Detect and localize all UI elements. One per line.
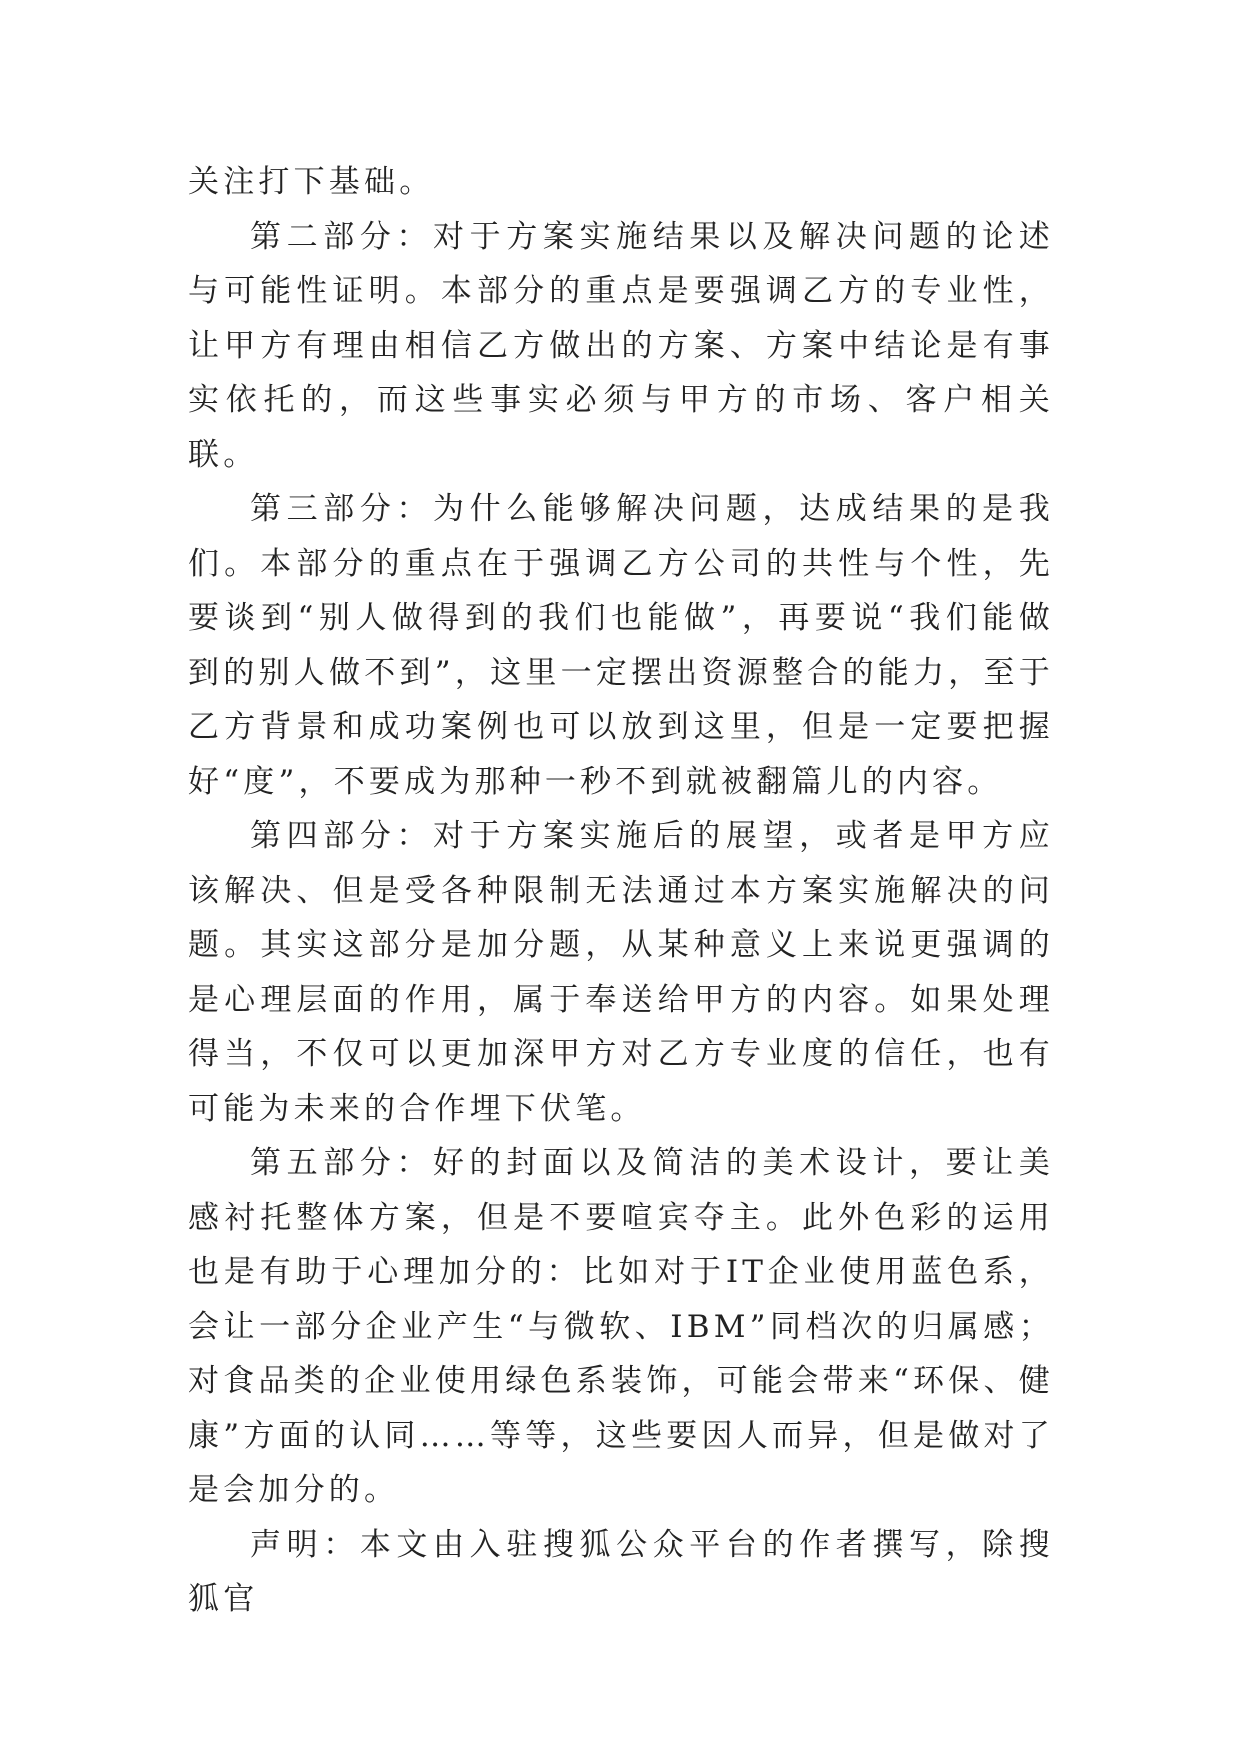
paragraph-part-four: 第四部分：对于方案实施后的展望，或者是甲方应该解决、但是受各种限制无法通过本方案实施解决的问题。其实这部分是加分题，从某种意义上来说更强调的是心理层面的作用，属于奉送给甲方的内容。如果处理得当，不仅可以更加深甲方对乙方专业度的信任，也有可能为未来的合作埋下伏笔。 (188, 818, 1054, 1127)
document-body (188, 155, 1054, 1627)
paragraph-part-three: 第三部分：为什么能够解决问题，达成结果的是我们。本部分的重点在于强调乙方公司的共性与个性，先要谈到“别人做得到的我们也能做”，再要说“我们能做到的别人做不到”，这里一定摆出资源整合的能力，至于乙方背景和成功案例也可以放到这里，但是一定要把握好“度”，不要成为那种一秒不到就被翻篇儿的内容。 (188, 491, 1054, 800)
paragraph-part-five: 第五部分：好的封面以及简洁的美术设计，要让美感衬托整体方案，但是不要喧宾夺主。此外色彩的运用也是有助于心理加分的：比如对于IT企业使用蓝色系，会让一部分企业产生“与微软、IBM”同档次的归属感；对食品类的企业使用绿色系装饰，可能会带来“环保、健康”方面的认同……等等，这些要因人而异，但是做对了是会加分的。 (188, 1145, 1054, 1508)
paragraph-continuation: 关注打下基础。 (188, 164, 435, 200)
paragraph-statement: 声明：本文由入驻搜狐公众平台的作者撰写，除搜狐官 (188, 1526, 1054, 1617)
paragraph-part-two: 第二部分：对于方案实施结果以及解决问题的论述与可能性证明。本部分的重点是要强调乙方的专业性，让甲方有理由相信乙方做出的方案、方案中结论是有事实依托的，而这些事实必须与甲方的市场、客户相关联。 (188, 218, 1054, 473)
